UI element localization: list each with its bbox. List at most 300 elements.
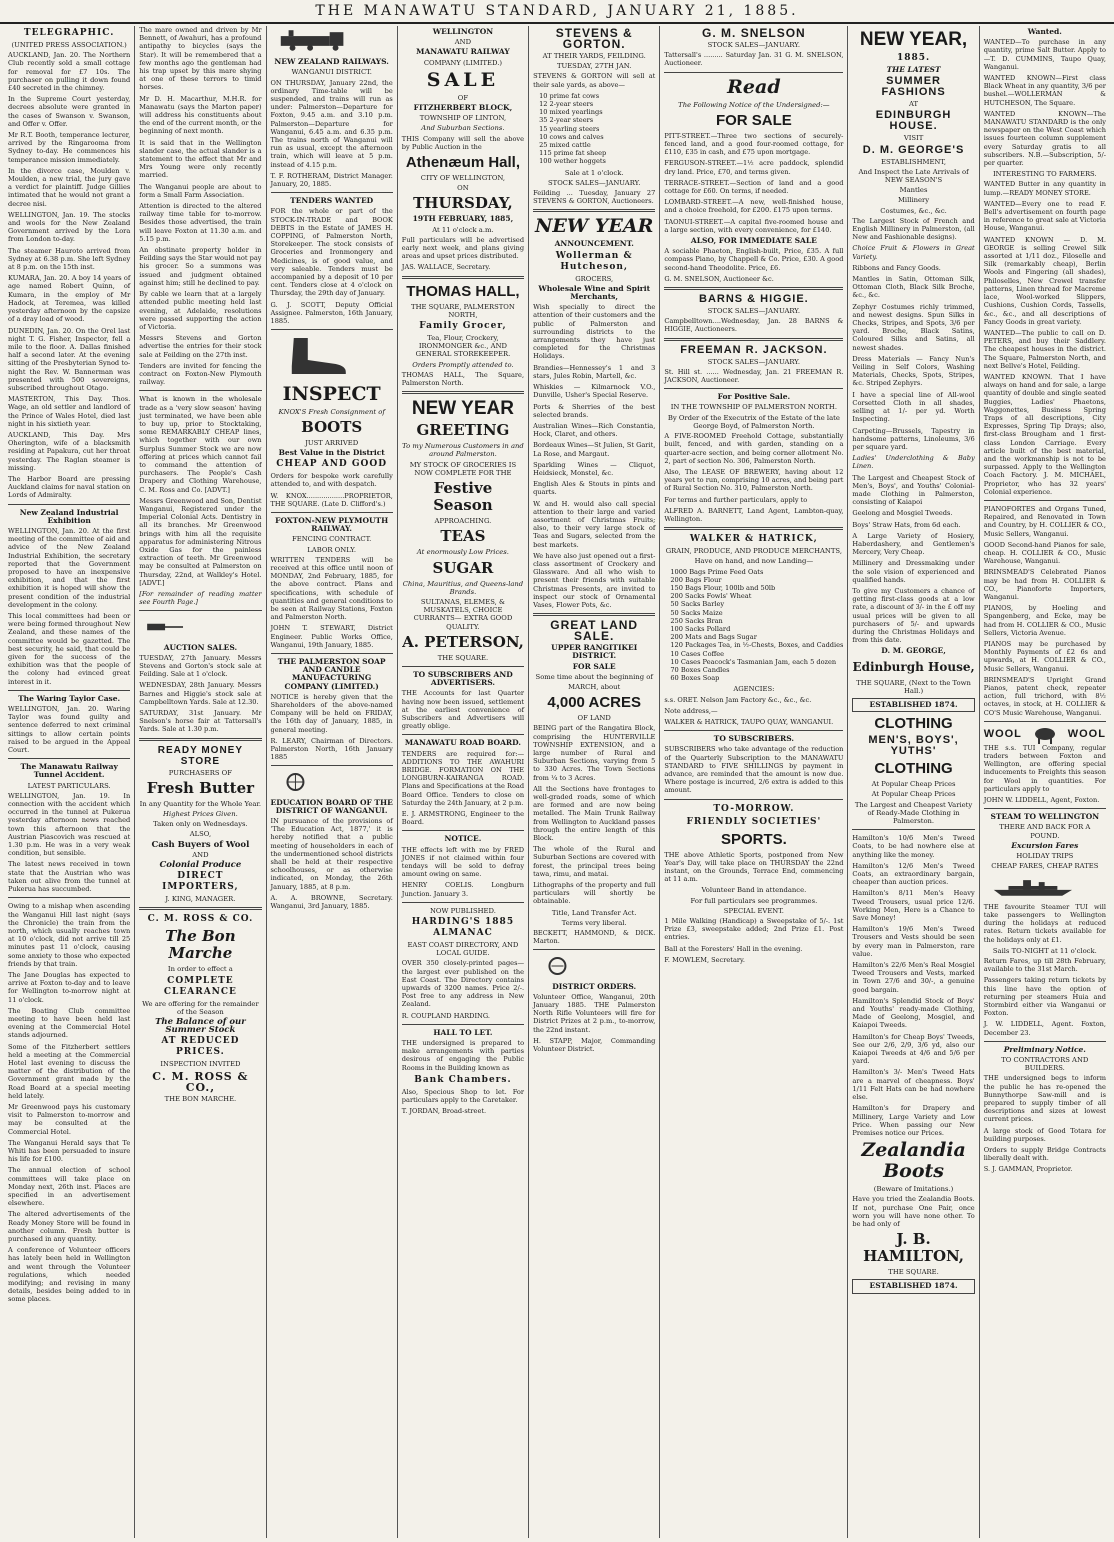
paragraph: WELLINGTON, Jan. 19. The stocks and wools for the New Zealand Government arrived by the Lora from London to-day.: [8, 210, 131, 244]
fresh-butter: Fresh Butter: [146, 778, 255, 797]
wool-label: WOOL: [983, 728, 1022, 741]
wanted-item: WANTED KNOWN—The MANAWATU STANDARD is the only newspaper on the West Coast which issues fourteen column supplement every Saturday gratis to all subscribers. N.B.—Subscription, 5/- per quarter.: [983, 109, 1106, 168]
offering-line: We are offering for the remainder of the Season: [142, 999, 259, 1016]
sultanas: SULTANAS, ELEMES, & MUSKATELS, CHOICE CURRANTS— EXTRA GOOD QUALITY.: [413, 597, 513, 631]
hamilton-item: Hamilton's 19/6 Men's Tweed Trousers and Vests should be seen by every man in Palmerston, rare value.: [852, 925, 975, 958]
column-1: [4, 26, 135, 1538]
paragraph: The annual election of school committees will take place on Monday next, 26th inst. Places are specified in an advertisement elsewhere.: [8, 1166, 131, 1208]
paragraph: AUCKLAND, This Day. Mrs Oherington, wife of a blacksmith residing at Papakura, cut her throat yesterday. The Raglan steamer is missing.: [8, 430, 131, 472]
paragraph: Bordeaux Wines—St Julien, St Garit, La Rose, and Margaut.: [533, 441, 656, 458]
paragraph: By cable we learn that at a largely attended public meeting held last evening, at Adelaide, resolutions were passed supporting the action of Victoria.: [139, 290, 262, 331]
clothing-2: CLOTHING: [874, 760, 953, 778]
signature: JAS. WALLACE, Secretary.: [401, 263, 491, 272]
list-item: 200 Bags Flour: [670, 575, 722, 584]
paragraph: Sparkling Wines — Cliquot, Heidsieck, Monstel, &c.: [533, 460, 656, 477]
list-item: 120 Packages Tea, in ½-Chests, Boxes, and Caddies: [670, 641, 844, 650]
excursion-fares: Excursion Fares: [1011, 840, 1079, 850]
paragraph: Volunteer Office, Wanganui, 20th January 1885. THE Palmerston North Rifle Volunteers will fire for District Prizes at 2 p.m., to-morrow, the 22nd instant.: [533, 992, 656, 1034]
company-limited: COMPANY (LIMITED.): [423, 58, 503, 67]
paragraph: Some of the Fitzherbert settlers held a meeting at the Commercial Hotel last evening to discuss the matter of the distribution of the Government grant made by the Road Board at a special meeting held lately.: [8, 1042, 131, 1100]
new-year: NEW YEAR: [535, 215, 654, 238]
to-subscribers: TO SUBSCRIBERS.: [713, 734, 794, 744]
signature: JOHN T. STEWART, District Engineer. Public Works Office, Wanganui, 19th January, 1885.: [270, 624, 393, 649]
george-establishment: D. M. GEORGE'S: [862, 143, 965, 156]
paragraph: Carpeting—Brussels, Tapestry in handsome patterns, Linoleums, 3/6 per square yard.: [852, 426, 975, 451]
signature: G. M. SNELSON, Auctioneer &c.: [664, 274, 774, 283]
list-item: 100 Sacks Pollard: [670, 624, 731, 633]
township: IN THE TOWNSHIP OF PALMERSTON NORTH.: [670, 403, 838, 412]
hamilton-item: Hamilton's 10/6 Men's Tweed Coats, to be had nowhere else at anything like the money.: [852, 834, 975, 859]
paragraph: A large stock of Good Totara for building purposes.: [983, 1126, 1106, 1143]
preliminary-notice: Preliminary Notice.: [1003, 1044, 1086, 1054]
paragraph: The Largest and Cheapest Stock of Men's, Boys', and Youths' Colonial-made Clothing in Palmerston, consisting of Kaiapoi: [852, 473, 975, 507]
stock-sales: STOCK SALES—JANUARY.: [707, 307, 801, 316]
divider: [533, 613, 655, 616]
paragraph: I have a special line of All-wool Corsetted Cloth in all shades, selling at 1/- per yd. Worth Inspecting.: [852, 390, 975, 424]
paragraph: For terms and further particulars, apply to: [664, 495, 808, 504]
sugar: SUGAR: [432, 558, 494, 577]
following-notice: The Following Notice of the Undersigned:—: [678, 100, 830, 109]
auction-entry: WEDNESDAY, 28th January. Messrs Barnes and Higgie's stock sale at Campbelltown Yards. Sale at 12.30.: [139, 681, 262, 706]
paragraph: To give my Customers a chance of getting first-class goods at a low rate, a discount of 3/- in the £ off my usual prices will be given to all purchasers of 5/- and upwards during the Christmas Holidays and from this date.: [852, 586, 975, 645]
popular-prices: At Popular Cheap Prices: [871, 780, 956, 789]
list-item: 250 Sacks Bran: [670, 616, 723, 625]
piano-item: PIANOS, by Hoeling and Spangenberg, and Ecke, may be had from H. COLLIER & CO., Music Sellers, Victoria Avenue.: [983, 604, 1106, 637]
edinburgh-house: EDINBURGH HOUSE.: [875, 109, 952, 133]
sports: SPORTS.: [720, 830, 787, 848]
footnote: [For remainder of reading matter see Fourth Page.]: [139, 590, 262, 607]
paragraph: Geelong and Mosgiel Tweeds.: [852, 509, 953, 518]
subscribers-heading: TO SUBSCRIBERS AND ADVERTISERS.: [413, 669, 513, 688]
stock-sales: STOCK SALES—JANUARY.: [707, 41, 801, 49]
sale-time: At 11 o'clock a.m.: [432, 225, 494, 234]
hamilton-item: Hamilton's 3/- Men's Tweed Hats are a marvel of cheapness. Boys' 1/11 Felt Hats can be had nowhere else.: [852, 1068, 975, 1102]
boot-icon: [271, 336, 357, 376]
steam-wellington: STEAM TO WELLINGTON: [990, 812, 1100, 822]
paragraph: OVER 350 closely-printed pages—the largest ever published on the East Coast. The Directory contains upwards of 3200 names. Price 2/-. Post free to any address in New Zealand.: [401, 959, 525, 1009]
interesting-farmers: INTERESTING TO FARMERS.: [992, 170, 1097, 179]
paragraph: FOR the whole or part of the STOCK-IN-TRADE and BOOK DEBTS in the Estate of JAMES H. COPPING, of Palmerston North, Storekeeper. The stock consists of Groceries and Ironmongery and Medicines, is of good value, and very saleable. Tenders must be accompanied by a deposit of 10 per cent. Tenders close at 4 o'clock on Thursday, the 29th day of January.: [270, 207, 393, 298]
column-6: [660, 26, 848, 1538]
paragraph: IN pursuance of the provisions of 'The Education Act, 1877,' it is hereby notified that a public meeting of householders in each of the undermentioned school districts shall be held at their respective schoolhouses, or as otherwise indicated, on Monday, the 26th January, 1885, at 8 p.m.: [270, 817, 393, 891]
immediate-sale: ALSO, FOR IMMEDIATE SALE: [690, 236, 817, 246]
approaching: APPROACHING.: [434, 517, 492, 526]
millinery: Millinery: [897, 196, 930, 205]
stock-sales: STOCK SALES—JANUARY.: [548, 178, 641, 187]
year: 1885.: [896, 53, 931, 63]
divider: [8, 504, 130, 505]
harding-almanac: HARDING'S 1885 ALMANAC: [411, 917, 515, 938]
signature: E. J. ARMSTRONG, Engineer to the Board.: [401, 809, 525, 827]
auction-entry: SATURDAY, 31st January. Mr Snelson's horse fair at Tattersall's Yards. Sale at 1.30 p.m.: [139, 709, 262, 734]
list-item: 115 prime fat sheep: [539, 149, 607, 158]
advert-paragraph: Messrs Greenwood and Son, Dentist Wanganui, Registered under the Imperial Colonial Acts. Dentistry in all its branches. Mr Greenwood brings with him all the requisite apparatus for administering Nitrous Oxide Gas for the painless extraction of teeth. Mr Greenwood may be consulted at Palmerston on Thursday, 22nd, at Walkley's Hotel. [ADVT.]: [139, 496, 262, 587]
paragraph: SUBSCRIBERS who take advantage of the reduction of the Quarterly Subscription to the MANAWATU STANDARD to FIVE SHILLINGS by payment in advance, are reminded that the amount is now due. Where postage is incurred, 2/6 extra is added to this amount.: [664, 745, 844, 795]
city-wellington: CITY OF WELLINGTON,: [420, 174, 506, 183]
auction-entry: TUESDAY, 27th January. Messrs Stevens and Gorton's stock sale at Feilding. Sale at 1 o'clock.: [139, 653, 262, 679]
order-line: In order to effect a: [167, 965, 233, 974]
divider: [271, 512, 393, 513]
largest-variety: The Largest and Cheapest Variety of Ready-Made Clothing in Palmerston.: [854, 800, 973, 825]
paragraph: Mr D. H. Macarthur, M.H.R. for Manawatu (says the Marton paper) will address his constituents about the end of the current month, or the beginning of next month.: [139, 94, 262, 136]
paragraph: WELLINGTON, Jan. 20. Waring Taylor was found guilty and sentence deferred to next criminal sittings to allow certain points raised to be argued in the Appeal Court.: [8, 705, 131, 755]
column-5: [529, 26, 660, 1538]
paragraph: The whole of the Rural and Suburban Sections are covered with forest, the principal trees being tawa, rimu, and matai.: [533, 845, 656, 878]
square-palmerston: THE SQUARE, PALMERSTON NORTH,: [411, 302, 515, 319]
and-label: AND: [454, 38, 472, 47]
ready-money-store: READY MONEY STORE: [157, 744, 244, 767]
peterson: A. PETERSON,: [402, 632, 524, 651]
paragraph: ON THURSDAY, January 22nd, the ordinary Time-table will be suspended, and trains will run as under: Palmerston—Departure for Foxton, 9.45 a.m. and 3.10 p.m. Palmerston—Departure for Wanganui, 6.45 a.m. and 6.35 p.m. The trains north of Wanganui will run as usual, except the afternoon train, which will leave at 5 p.m. instead of 4.15 p.m.: [270, 78, 393, 169]
signature: WALKER & HATRICK, TAUPO QUAY, WANGANUI.: [664, 717, 834, 726]
signature: BECKETT, HAMMOND, & DICK. Marton.: [533, 929, 656, 946]
divider: [402, 1024, 524, 1025]
divider: [402, 734, 524, 735]
tunnel-accident-heading: The Manawatu Railway Tunnel Accident.: [20, 762, 118, 780]
complete-clearance: COMPLETE CLEARANCE: [163, 975, 237, 997]
wanted-item: WANTED KNOWN—First class Black Wheat in any quantity, 3/6 per bushel.—WOLLERMAN & HUTCHESON, The Square.: [983, 74, 1106, 107]
paragraph: Boys' Straw Hats, from 6d each.: [852, 520, 961, 529]
signature: ALFRED A. BARNETT, Land Agent, Lambton-quay, Wellington.: [664, 506, 844, 523]
snelson: G. M. SNELSON: [702, 26, 806, 40]
piano-item: PIANOFORTES and Organs Tuned, Repaired, and Renovated in Town and Country, by H. COLLIER & CO., Music Sellers, Wanganui.: [983, 504, 1106, 538]
divider: [664, 527, 843, 530]
columns: [4, 26, 1110, 1538]
divider: [664, 799, 843, 800]
steamer-icon: [984, 874, 1082, 898]
for-sale: FOR SALE: [572, 661, 616, 671]
hamilton-item: Hamilton's 12/6 Men's Tweed Coats, an extraordinary bargain, cheaper than auction prices.: [852, 861, 975, 887]
paragraph: The Harbor Board are pressing Auckland claims for naval station on Lords of Admiralty.: [8, 474, 131, 500]
stevens-gorton: STEVENS & GORTON.: [555, 26, 633, 51]
education-board: EDUCATION BOARD OF THE DISTRICT OF WANGANUI.: [270, 797, 393, 815]
for-sale: FOR SALE: [715, 111, 792, 129]
paragraph: The Wanganui Herald says that Te Whiti has been persuaded to insure his life for £100.: [8, 1138, 131, 1164]
paragraph: Also, Specious Shop to let. For particulars apply to the Caretaker.: [401, 1087, 525, 1105]
stock-complete: MY STOCK OF GROCERIES IS NOW COMPLETE FOR THE: [409, 460, 517, 477]
paragraph: THE undersigned is prepared to make arrangements with parties desirous of engaging the Public Rooms in the Building known as: [401, 1039, 525, 1072]
signature: H. STAPP, Major, Commanding Volunteer District.: [533, 1036, 656, 1054]
paragraph: FERGUSON-STREET.—1½ acre paddock, splendid dry land. Price, £70, and terms given.: [664, 159, 844, 176]
exhibition-heading: New Zealand Industrial Exhibition: [19, 507, 119, 525]
paragraph: THE favourite Steamer TUI will take passengers to Wellington during the holidays at reduced rates. Return tickets available for the holidays only at £1.: [983, 902, 1106, 944]
hamilton-item: Hamilton's for Cheap Boys' Tweeds, See our 2/6, 2/9, 3/6 yd, also our Kaiapoi Tweeds at 4/6 and 5/6 per yard.: [852, 1032, 975, 1066]
list-item: 150 Bags Flour, 100lb and 50lb: [670, 583, 776, 592]
divider: [8, 897, 130, 898]
knox-consignment: KNOX'S Fresh Consignment of: [278, 407, 385, 416]
paragraph: Ball at the Foresters' Hall in the evening.: [664, 944, 803, 953]
grocers: GROCERS,: [575, 274, 614, 283]
inspection-invited: INSPECTION INVITED: [160, 1060, 241, 1069]
paragraph: BEING part of the Rangatira Block, comprising the HUNTERVILLE TOWNSHIP EXTENSION, and a large number of Rural and Suburban Sections, varying from 5 to 330 Acres. The Town Sections from ¼ to 3 Acres.: [533, 724, 656, 782]
and-label: AND: [192, 850, 209, 859]
list-item: 50 Sacks Maize: [670, 608, 723, 617]
mantles: Mantles: [899, 186, 928, 195]
paragraph: St. Hill st. ...... Wednesday, Jan. 21 FREEMAN R. JACKSON, Auctioneer.: [664, 367, 844, 385]
paragraph: Feilding ... Tuesday, January 27 STEVENS & GORTON, Auctioneers.: [533, 189, 656, 206]
paragraph: Messrs Stevens and Gorton advertise the entries for their stock sale at Feilding on the 27th inst.: [139, 334, 262, 359]
divider: [402, 276, 524, 279]
walker-hatrick: WALKER & HATRICK,: [689, 534, 818, 545]
signature: R. LEARY, Chairman of Directors. Palmerston North, 16th January 1885: [270, 736, 393, 762]
column-2: [135, 26, 266, 1538]
road-board: MANAWATU ROAD BOARD.: [404, 738, 521, 748]
thursday: THURSDAY,: [413, 194, 513, 213]
bon-marche: The Bon Marche: [165, 927, 236, 963]
piano-item: BRINSMEAD'S Upright Grand Pianos, patent check, repeater action, full trichord, with 8½ octaves, in stock, at H. COLLIER & CO'S Music Warehouse, Wanganui.: [983, 675, 1106, 717]
divider: [664, 730, 843, 731]
list-item: 70 Boxes Candles: [670, 665, 730, 674]
paragraph: Campbelltown....Wednesday, Jan. 28 BARNS & HIGGIE, Auctioneers.: [664, 317, 844, 334]
piano-item: BRINSMEAD'S Celebrated Pianos may be had from H. COLLIER & CO., Pianoforte Importers, Wanganui.: [983, 568, 1106, 601]
column-7: [848, 26, 979, 1538]
paragraph: WELLINGTON, Jan. 20. At the first meeting of the committee of aid and advice of the New Zealand Industrial Exhibition, the secretary reported that the Government proposed to have an inexpensive exhibition, and that the first exhibition it is hoped will show the present condition of the industrial development in the colony.: [8, 526, 131, 609]
paragraph: An obstinate property holder in Feilding says the Star would not pay his grocer. So a summons was issued and judgment obtained against him; still he declined to pay.: [139, 246, 262, 287]
column-3: [267, 26, 398, 1538]
paragraph: TENDERS are required for:— ADDITIONS TO THE AWAHURI BRIDGE. FORMATION ON THE LONGBURN-KAIRANGA ROAD. Plans and Specifications at the Road Board Office. Tenders to close on Saturday the 24th January, at 2 p.m.: [401, 749, 525, 807]
divider: [271, 765, 393, 766]
auction-sales-heading: AUCTION SALES.: [163, 642, 238, 652]
sugar-brands: China, Mauritius, and Queens-land Brands.: [402, 579, 524, 596]
divider: [852, 829, 974, 830]
teas: TEAS: [440, 527, 486, 546]
divider: [533, 949, 655, 950]
boots-heading: BOOTS: [301, 417, 363, 436]
festive-season: Festive Season: [433, 479, 493, 515]
district-orders: DISTRICT ORDERS.: [552, 981, 637, 991]
list-item: 10 mixed yearlings: [539, 108, 603, 117]
paragraph: The altered advertisements of the Ready Money Store will be found in another column. Fresh butter is purchased in any quantity.: [8, 1210, 131, 1244]
paragraph: The Largest Stock of French and English Millinery in Palmerston, (all New and Fashionable designs).: [852, 216, 975, 242]
tenders-wanted: TENDERS WANTED: [290, 196, 374, 206]
tea-flour: Tea, Flour, Crockery, IRONMONGER &c., AND GENERAL STOREKEEPER.: [415, 334, 511, 359]
new-year: NEW YEAR: [411, 398, 514, 420]
paragraph: Ladies' Underclothing & Baby Linen.: [852, 454, 975, 471]
established-1874: ESTABLISHED 1874.: [852, 698, 974, 712]
piano-item: PIANOS may be purchased by Monthly Payments of £2 6s and upwards, at H. COLLIER & CO., Music Sellers, Wanganui.: [983, 640, 1106, 673]
highest-prices: Highest Prices Given.: [163, 810, 238, 819]
paragraph: Dress Materials — Fancy Nun's Veiling in Self Colors, Washing Materials, Checks, Spots, Stripes, &c. Striped Zephyrs.: [852, 354, 975, 388]
paragraph: Have you tried the Zealandia Boots. If not, purchase One Pair, once worn you will have none other. To be had only of: [852, 1195, 975, 1228]
paragraph: Whiskies — Kilmarnock V.O., Dunville, Usher's Special Reserve.: [533, 383, 656, 400]
cheap-fares: CHEAP FARES, CHEAP RATES: [991, 862, 1099, 871]
summer-fashions: SUMMER FASHIONS: [881, 75, 946, 99]
paragraph: Full particulars will be advertised early next week, and plans giving areas and upset prices distributed.: [401, 235, 525, 261]
signature: S. J. GAMMAN, Proprietor.: [983, 1165, 1073, 1174]
paragraph: A FIVE-ROOMED Freehold Cottage, substantially built, fenced, and with garden, standing on a quarter-acre section, and being corner allotment No. 2, part of section No. 306, Palmerston North.: [664, 432, 844, 465]
signature: T. JORDAN, Broad-street.: [401, 1107, 487, 1116]
paragraph: A sociable Phaeton, English-built, Price, £35. A full compass Piano, by Chappell & Co. Price, £30. A good second-hand Theodolite. Price, £6.: [664, 247, 844, 272]
paragraph: WELLINGTON, Jan. 19. In connection with the accident which occurred in the tunnel at Pukerua yesterday afternoon news reached town this afternoon that the Austrian Piascovich was rescued at 1.30 p.m. He was in a very weak condition, but sensible.: [8, 791, 131, 858]
taylor-case-heading: The Waring Taylor Case.: [18, 693, 121, 703]
railways-heading: NEW ZEALAND RAILWAYS.: [274, 57, 389, 67]
crest-icon: [533, 956, 582, 976]
press-association: (UNITED PRESS ASSOCIATION.): [11, 41, 127, 49]
locomotive-icon: [271, 28, 369, 52]
paragraph: A conference of Volunteer officers has lately been held in Wellington and went through the Volunteer regulations, which needed modifying; and revising in many details, besides being added to in some places.: [8, 1246, 131, 1304]
paragraph: A Large Variety of Hosiery, Haberdashery, and Gentlemen's Mercery, Very Cheap.: [852, 531, 975, 557]
column-8: [980, 26, 1110, 1538]
upper-rangitikei: UPPER RANGITIKEI DISTRICT.: [551, 643, 638, 661]
paragraph: Passengers taking return tickets by this line have the option of returning per steamers Huia and Stormbird either via Wanganui or Foxton.: [983, 976, 1106, 1018]
paragraph: Note address,—: [664, 706, 718, 715]
title: Title, Land Transfer Act.: [551, 908, 637, 917]
hamilton: J. B. HAMILTON,: [863, 1230, 965, 1266]
by-order: By Order of the Executrix of the Estate of the late George Boyd, of Palmerston North.: [667, 413, 840, 430]
stock-sales: STOCK SALES—JANUARY.: [707, 357, 801, 366]
divider: [984, 1041, 1106, 1042]
paragraph: PITT-STREET.—Three two sections of securely-fenced land, and a good four-roomed cottage, for £110, £35 in cash, and £75 upon mortgage.: [664, 131, 844, 157]
visit: VISIT: [903, 134, 924, 143]
divider: [533, 209, 655, 212]
hamilton-item: Hamilton's Splendid Stock of Boys' and Youths' ready-made Clothing, Made of Geelong, Mosgiel, and Kaiapoi Tweeds.: [852, 996, 975, 1030]
signature: JOHN W. LIDDELL, Agent, Foxton.: [983, 796, 1100, 805]
signature: A. A. BROWNE, Secretary. Wanganui, 3rd January, 1885.: [270, 893, 393, 911]
wollerman-hutcheson: Wollerman & Hutcheson,: [555, 250, 633, 272]
freeman-jackson: FREEMAN R. JACKSON.: [680, 343, 828, 356]
clothing: CLOTHING: [874, 715, 953, 733]
divider: [402, 902, 524, 903]
hamilton-item: Hamilton's for Drapery and Millinery, Large Variety and Low Price. When passing our New Premises notice our Prices.: [852, 1104, 975, 1137]
masthead: THE MANAWATU STANDARD, JANUARY 21, 1885.: [0, 0, 1114, 24]
paragraph: LOMBARD-STREET.—A new, well-finished house, and a choice freehold, for £200. £175 upon terms.: [664, 198, 844, 215]
now-published: NOW PUBLISHED.: [429, 906, 496, 915]
wanted-item: WANTED—The public to call on D. PETERS, and buy their Saddlery. The cheapest houses in the district. The Square, Palmerston North, and next Bellve's Hotel, Feilding.: [983, 328, 1106, 370]
friendly-societies: FRIENDLY SOCIETIES': [686, 816, 822, 827]
paragraph: Tattersall's ......... Saturday Jan. 31 G. M. SNELSON, Auctioneer.: [664, 51, 844, 68]
ross-company-2: C. M. ROSS & CO.,: [152, 1069, 249, 1094]
signature: T. F. ROTHERAM, District Manager. January, 20, 1885.: [270, 171, 393, 189]
paragraph: Ribbons and Fancy Goods.: [852, 263, 941, 272]
paragraph: THE above Athletic Sports, postponed from New Year's Day, will take place on THURSDAY the 22nd instant, on the Grounds, Terrace End, commencing at 11 a.m.: [664, 850, 844, 884]
advert-paragraph: What is known in the wholesale trade as a 'very slow season' having just terminated, we have been able to buy up, prior to Stocktaking, some REMARKABLY CHEAP lines, which together with our own Surplus Summer Stock we are now offering at prices which cannot fail to command the attention of purchasers. The People's Cash Drapery and Clothing Warehouse, C. M. Ross and Co. [ADVT.]: [139, 395, 262, 494]
thomas-hall: THOMAS HALL,: [406, 282, 520, 300]
volunteer-band: Volunteer Band in attendance.: [701, 886, 807, 895]
tuesday-jan: TUESDAY, 27TH JAN.: [556, 62, 632, 71]
paragraph: TERRACE-STREET.—Section of land and a good cottage for £60. On terms, if needed.: [664, 178, 844, 196]
paragraph: Zephyr Costumes richly trimmed, and newest designs. Spun Silks in Checks, Stripes, and Spots, 3/6 per yard. Broche, Black Satins, Coloured Silks and Satins, all newest shades.: [852, 302, 975, 352]
paragraph: All the Sections have frontages to well-graded roads, some of which are formed and are now being metalled. The Main Trunk Railway from Wellington to Auckland passes through the entire length of this Block.: [533, 784, 656, 843]
list-item: 10 Cases Coffee: [670, 649, 725, 658]
inspect-arrivals: And Inspect the Late Arrivals of NEW SEASON'S: [858, 167, 969, 185]
divider: [271, 192, 393, 193]
paragraph: 1 Mile Walking (Handicap) a Sweepstake of 5/-. 1st Prize £3, sweepstake added; 2nd Prize £1. Post entries.: [664, 917, 844, 942]
paragraph: NOTICE is hereby given that the Shareholders of the above-named Company will be held on FRIDAY, the 16th day of January, 1885, in general meeting.: [270, 692, 393, 734]
divider: [402, 391, 524, 394]
wanted-item: WANTED—To purchase in any quantity, prime Salt Butter. Apply to—T. D. CUMMINS, Taupo Quay, Wanganui.: [983, 38, 1106, 71]
paragraph: The mare owned and driven by Mr Bennett, of Awahuri, has a profound antipathy to bicycles (says the Star). It will be remembered that a few months ago the gentleman had his trap upset by this mare shying at one of these terrors to timid horses.: [139, 26, 262, 92]
paragraph: DUNEDIN, Jan. 20. On the Orel last night T. G. Fisher, Inspector, fell a mile to the floor. A. Dallas finished half a second later. At the evening sitting of the Presbyterian Synod to-night the Rev. W. Bannerman was presented with 500 sovereigns, subscribed throughout Otago.: [8, 326, 131, 392]
zealandia-boots: Zealandia Boots: [861, 1139, 966, 1183]
edinburgh-house-2: Edinburgh House,: [852, 659, 975, 674]
cheap-and-good: CHEAP AND GOOD: [276, 459, 388, 470]
paragraph: It is said that in the Wellington slander case, the actual slander is a statement to the effect that Mr and Mrs Young were only recently married.: [139, 138, 262, 180]
quantity-line: In any Quantity for the Whole Year.: [139, 799, 262, 808]
paragraph: Mantles in Satin, Ottoman Silk, Ottoman Cloth, Black Silk Broche, &c., &c.: [852, 275, 975, 300]
paragraph: Mr R.T. Booth, temperance lecturer, arrived by the Ringarooma from Sydney to-day. He commences his temperance mission immediately.: [8, 131, 131, 164]
signature: F. MOWLEM, Secretary.: [664, 955, 745, 964]
hall-to-let: HALL TO LET.: [433, 1027, 493, 1037]
programmes: For full particulars see programmes.: [690, 896, 818, 905]
paragraph: s.s. ORET. Nelson Jam Factory &c., &c., &c.: [664, 695, 812, 704]
paragraph: THE effects left with me by FRED JONES if not claimed within four tendays will be sold to defray amount owing on same.: [401, 845, 525, 879]
notice-heading: NOTICE.: [444, 834, 482, 844]
paragraph: Lithographs of the property and full particulars will shortly be obtainable.: [533, 881, 656, 906]
just-arrived: JUST ARRIVED: [305, 438, 359, 447]
gavel-icon: [139, 617, 188, 637]
paragraph: We have also just opened out a first-class assortment of Crockery and Glassware. And all who wish to present their friends with suitable Christmas Presents, are invited to inspect our stock of Ornamental Vases, Flower Pots, &c.: [533, 551, 656, 609]
piano-item: GOOD Second-hand Pianos for sale, cheap. H. COLLIER & CO., Music Warehouse, Wanganui.: [983, 540, 1106, 566]
the-latest: THE LATEST: [886, 65, 941, 74]
orders-prompt: Orders Promptly attended to.: [412, 360, 514, 369]
greeting: GREETING: [416, 421, 510, 440]
direct-importers: DIRECT IMPORTERS,: [162, 871, 239, 893]
paragraph: Ports & Sherries of the best selected brands.: [533, 402, 656, 419]
cash-buyers-wool: Cash Buyers of Wool: [151, 839, 250, 850]
have-on-hand: Have on hand, and now Landing—: [694, 557, 814, 566]
great-land-sale: GREAT LAND SALE.: [550, 618, 639, 644]
agencies: AGENCIES:: [733, 685, 775, 694]
wanted-heading: Wanted.: [1027, 27, 1062, 36]
paragraph: Owing to a mishap when ascending the Wanganui Hill last night (says the Chronicle) the train from the north, which usually reaches town at 10 o'clock, did not arrive till 25 minutes past 11 o'clock, causing some anxiety to those who expected friends by that train.: [8, 902, 131, 968]
signature: J. W. LIDDELL, Agent. Foxton, December 23.: [983, 1020, 1106, 1037]
list-item: 200 Mats and Bags Sugar: [670, 633, 757, 642]
establishment: ESTABLISHMENT,: [881, 157, 947, 166]
crest-icon: [271, 772, 320, 792]
divider: [402, 830, 524, 831]
list-item: 50 Sacks Barley: [670, 600, 725, 609]
divider: [139, 738, 261, 741]
paragraph: Return Fares, up till 28th February, available to the 31st March.: [983, 956, 1106, 974]
purchasers-of: PURCHASERS OF: [168, 768, 232, 777]
sale-time: Sale at 1 o'clock.: [564, 168, 624, 177]
colonial-produce: Colonial Produce: [159, 860, 242, 871]
divider: [271, 329, 393, 330]
paragraph: Also, The LEASE OF BREWERY, having about 12 years yet to run, comprising 10 acres, and being part of Rural Section No. 310, Palmerston North.: [664, 467, 844, 493]
wednesdays: Taken only on Wednesdays.: [153, 820, 248, 829]
paragraph: AUCKLAND, Jan. 20. The Northern Club recently sold a small cottage for removal for £7 10s. The purchaser on pulling it down found £40 secreted in the chimney.: [8, 51, 131, 93]
of-label: OF: [457, 93, 469, 102]
paragraph: The Wanganui people are about to form a Small Farm Association.: [139, 182, 262, 199]
positive-sale: For Positive Sale.: [717, 392, 791, 402]
township-linton: TOWNSHIP OF LINTON,: [419, 114, 507, 123]
special-event: SPECIAL EVENT.: [723, 906, 784, 915]
sails-tonight: Sails TO-NIGHT at 11 o'clock.: [992, 946, 1097, 955]
on-label: ON: [457, 184, 469, 193]
fencing-contract: FENCING CONTRACT.: [292, 535, 372, 544]
divider: [139, 610, 261, 611]
divider: [664, 388, 843, 389]
at-label: AT: [909, 100, 919, 109]
paragraph: English Ales & Stouts in pints and quarts.: [533, 480, 656, 497]
grain-produce: GRAIN, PRODUCE, AND PRODUCE MERCHANTS,: [665, 547, 842, 556]
divider: [8, 758, 130, 759]
there-and-back: THERE AND BACK FOR A POUND.: [999, 823, 1091, 840]
paragraph: Attention is directed to the altered railway time table for to-morrow. Besides those advertised, the train will leave Foxton at 11.30 a.m. and 5.15 p.m.: [139, 202, 262, 243]
paragraph: Wish specially to direct the attention of their customers and the public of Palmerston and surrounding districts to the arrangements they have just completed for the Christmas Holidays.: [533, 303, 656, 361]
stock-list: [539, 92, 655, 166]
divider: [664, 72, 843, 73]
east-coast-directory: EAST COAST DIRECTORY, AND LOCAL GUIDE.: [407, 941, 519, 958]
paragraph: In the Supreme Court yesterday, decrees absolute were granted in the cases of Swanson v. Swanson, and Offer v. Offer.: [8, 95, 131, 128]
paragraph: Mr Greenwood pays his customary visit to Palmerston to-morrow and may be consulted at the Commercial Hotel.: [8, 1102, 131, 1136]
labor-only: LABOR ONLY.: [307, 545, 357, 554]
wanted-item: WANTED—Every one to read F. Bell's advertisement on fourth page in reference to great sale at Victoria House, Wanganui.: [983, 199, 1106, 233]
divider: [139, 390, 261, 391]
wool-header: [984, 726, 1106, 744]
holiday-trips: HOLIDAY TRIPS: [1016, 852, 1074, 861]
announcement: ANNOUNCEMENT.: [554, 239, 634, 249]
